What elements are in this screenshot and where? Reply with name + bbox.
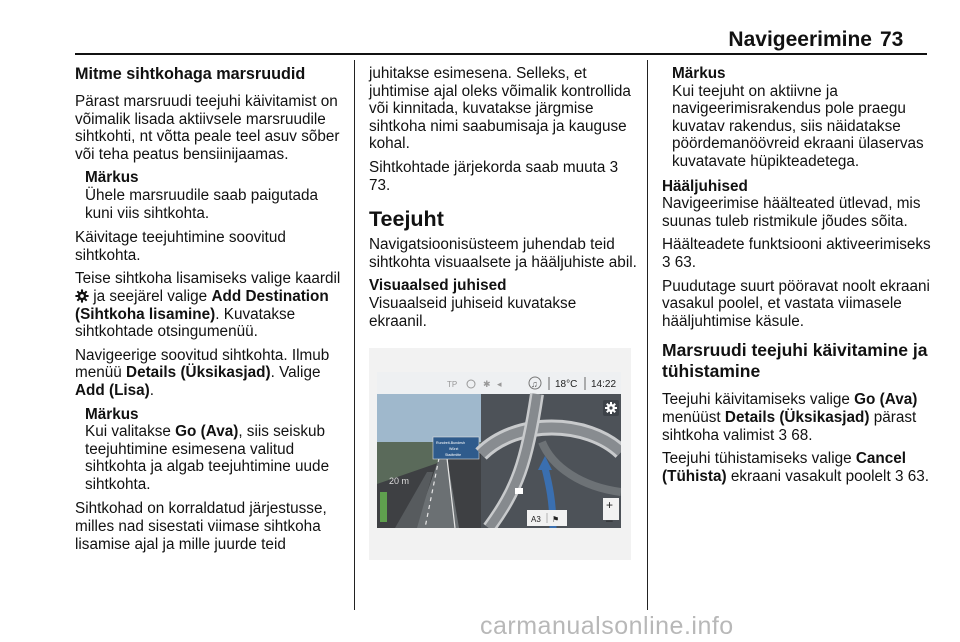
text-span: Navigeerige soovitud sihtkohta. Ilmub menüü (75, 346, 330, 382)
zoom-in-button[interactable]: + (606, 498, 614, 513)
page-reference: 3 68. (778, 426, 813, 444)
navigation-map (377, 372, 621, 528)
navigation-screen-figure (369, 348, 631, 560)
menu-item-add: Add (Lisa) (75, 381, 150, 399)
paragraph (662, 391, 932, 444)
sign-text: Stadtmitte (445, 453, 462, 458)
navigation-display (377, 372, 621, 528)
road-name: A3 (531, 515, 541, 525)
text-span: . Kuvatakse sihtkohtade otsingumenüü. (75, 305, 296, 341)
note-text: Ühele marsruudile saab paigutada kuni viis sihtkohta. (85, 186, 319, 222)
paragraph: Navigatsioonisüsteem juhendab teid sihtkohta visuaalsete ja hääljuhiste abil. (369, 236, 637, 271)
note-title: Märkus (85, 169, 139, 187)
column-2 (369, 65, 637, 560)
paragraph: Pärast marsruudi teejuhi käivitamist on võimalik lisada aktiivsele marsruudile sihtkohti, nt võtta peale teel asuv sõber või teha peatus bensiinijaamas. (75, 93, 340, 163)
temperature-readout: 18°C (555, 379, 578, 391)
text-span: pärast sihtkoha valimist (662, 408, 917, 444)
paragraph: Puudutage suurt pööravat noolt ekraani vasakul poolel, et vastata viimasele hääljuhtimise käsule. (662, 277, 930, 330)
menu-item-cancel: Cancel (Tühista) (662, 450, 907, 485)
note-text: Kui teejuht on aktiivne ja navigeerimisrakendus pole praegu kuvatav rakendus, siis näidatakse pöördemanöövreid ekraani ülaservas kuvatavate hüpikteadetega. (672, 82, 924, 170)
text-span: menüüst (662, 408, 721, 426)
text-span: ekraani vasakult poolelt (730, 467, 891, 485)
menu-item-add-destination: Add Destination (Sihtkoha lisamine) (75, 287, 329, 323)
column-divider-1 (354, 60, 355, 610)
bluetooth-icon: ✱ (483, 379, 491, 390)
distance-progress-bar (380, 492, 387, 522)
watermark: carmanualsonline.info (480, 612, 734, 640)
text-span: . (149, 381, 155, 399)
sign-text: Würzt (449, 447, 459, 452)
paragraph (662, 236, 932, 271)
paragraph: Navigeerimise häälteated ütlevad, mis suunas tuleb ristmikule jõudes sõita. (662, 195, 921, 230)
text-span: . Valige (270, 364, 321, 382)
menu-item-go: Go (Ava) (854, 391, 918, 409)
paragraph: Käivitage teejuhtimine soovitud sihtkohta. (75, 229, 286, 264)
paragraph (662, 450, 932, 485)
note-title: Märkus (672, 65, 726, 82)
signal-icon: ◂ (497, 379, 502, 390)
poi-icon: ⚑ (552, 515, 560, 525)
section-heading-multi-destination: Mitme sihtkohaga marsruudid (75, 65, 306, 83)
page-header-title: Navigeerimine (728, 28, 872, 51)
menu-item-details: Details (Üksikasjad) (724, 408, 870, 426)
text-span: Sihtkohtade järjekorda saab muuta (369, 158, 606, 176)
map-marker (515, 488, 523, 494)
clock-readout: 14:22 (591, 379, 617, 391)
menu-item-details: Details (Üksikasjad) (126, 364, 271, 382)
text-span: , siis seiskub teejuhtimine esimesena valitud sihtkohta ja algab teejuhtimine uude sihtkohta. (85, 423, 330, 493)
column-3 (662, 65, 932, 491)
text-span: Kui valitakse (85, 423, 171, 441)
page-reference: 3 63. (662, 253, 697, 271)
zoom-out-button[interactable]: – (606, 513, 613, 528)
section-heading-start-cancel: Marsruudi teejuhi käivitamine ja tühistamine (662, 340, 928, 382)
subheading-visual-guidance: Visuaalsed juhised (369, 277, 507, 295)
paragraph: juhitakse esimesena. Selleks, et juhtimise ajal oleks võimalik kontrollida või kinnitada, kuvatakse järgmise sihtkoha nimi saabumisaja ja kauguse kohal. (369, 65, 631, 153)
paragraph: Sihtkohad on korraldatud järjestusse, milles nad sisestati viimase sihtkoha lisamise ajal ja mille juurde teid (75, 500, 327, 553)
sign-text: Rundreit-Bundesh (436, 441, 465, 446)
column-divider-2 (647, 60, 648, 610)
column-1 (75, 65, 347, 559)
header-rule (75, 53, 927, 55)
page-reference: 3 73. (369, 158, 619, 194)
paragraph (369, 159, 637, 194)
paragraph: Visuaalseid juhiseid kuvatakse ekraanil. (369, 294, 577, 330)
text-span: Teejuhi tühistamiseks valige (662, 450, 852, 468)
page-number: 73 (880, 28, 904, 51)
paragraph (75, 270, 347, 340)
gear-icon (605, 402, 617, 414)
text-span: ja seejärel valige (93, 287, 208, 305)
section-heading-guidance: Teejuht (369, 207, 444, 232)
page-reference: 3 63. (894, 467, 929, 485)
note-box (75, 406, 347, 494)
traffic-program-indicator: TP (447, 380, 458, 390)
text-span: Teise sihtkoha lisamiseks valige kaardil (75, 270, 341, 288)
menu-item-go: Go (Ava) (175, 423, 239, 441)
note-box (662, 65, 932, 171)
paragraph (75, 347, 347, 400)
subheading-voice-guidance: Hääljuhised (662, 177, 748, 195)
turn-distance: 20 m (389, 476, 410, 487)
gear-icon (75, 289, 89, 303)
text-span: Häälteadete funktsiooni aktiveerimiseks (662, 236, 931, 254)
note-box (75, 169, 347, 222)
svg-text:♫: ♫ (531, 379, 538, 390)
text-span: Teejuhi käivitamiseks valige (662, 391, 850, 409)
note-title: Märkus (85, 405, 139, 423)
